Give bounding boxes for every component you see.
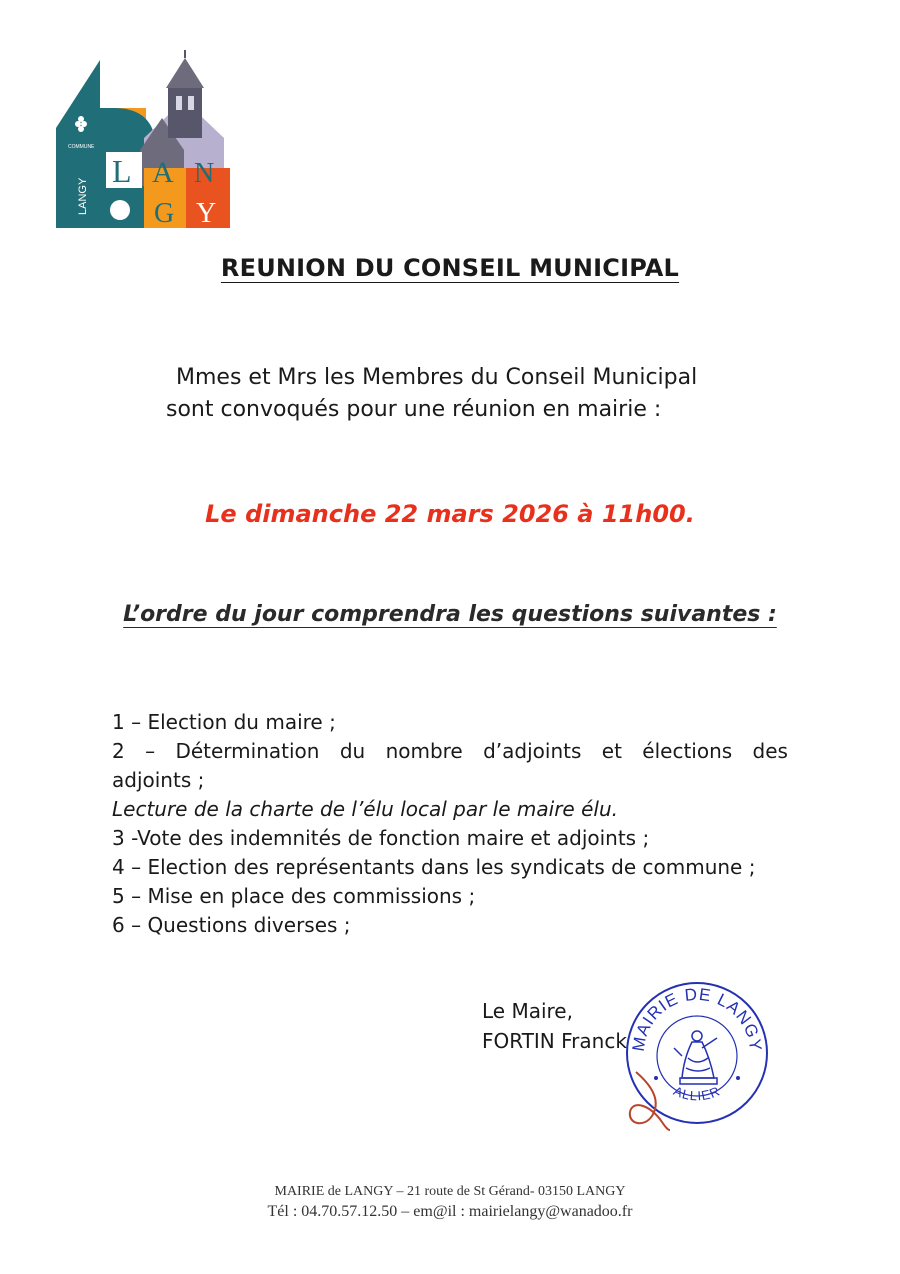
agenda-item-2-word: nombre xyxy=(385,739,463,763)
signature-block xyxy=(482,996,627,1056)
agenda-item-2-word: élections xyxy=(642,739,733,763)
agenda-item-2-continued: adjoints ; xyxy=(112,768,205,792)
signature-flourish xyxy=(622,1070,674,1132)
agenda-item-2-word: Détermination xyxy=(175,739,320,763)
langy-logo xyxy=(56,50,232,230)
footer-contact: Tél : 04.70.57.12.50 – em@il : mairielangy@wanadoo.fr xyxy=(267,1203,633,1220)
agenda-item-2-word: du xyxy=(339,739,366,763)
footer xyxy=(0,1182,900,1222)
agenda-list xyxy=(112,708,788,940)
agenda-item-1: 1 – Election du maire ; xyxy=(112,710,336,734)
stamp-figure-icon xyxy=(674,1031,717,1084)
agenda-note: Lecture de la charte de l’élu local par le maire élu. xyxy=(112,797,618,821)
logo-letter-l: L xyxy=(112,153,132,189)
agenda-item-2 xyxy=(112,737,788,766)
meeting-date: Le dimanche 22 mars 2026 à 11h00. xyxy=(205,500,695,528)
stamp-top-text: MAIRIE DE LANGY xyxy=(628,984,766,1053)
agenda-item-4: 4 – Election des représentants dans les syndicats de commune ; xyxy=(112,855,756,879)
page-title: REUNION DU CONSEIL MUNICIPAL xyxy=(220,254,680,282)
agenda-item-2-word: des xyxy=(752,739,788,763)
stamp-bottom-text: ALLIER xyxy=(671,1083,723,1104)
agenda-item-2-word: – xyxy=(145,739,156,763)
agenda-item-2-word: et xyxy=(601,739,622,763)
agenda-title: L’ordre du jour comprendra les questions suivantes : xyxy=(123,602,777,627)
logo-letter-n: N xyxy=(194,158,215,189)
footer-address: MAIRIE de LANGY – 21 route de St Gérand- 03150 LANGY xyxy=(274,1184,626,1199)
intro-text xyxy=(166,362,697,426)
logo-letter-g: G xyxy=(154,198,175,229)
agenda-item-2-word: d’adjoints xyxy=(483,739,582,763)
intro-line-2: sont convoqués pour une réunion en mairie : xyxy=(166,397,662,422)
agenda-item-2-word: 2 xyxy=(112,739,125,763)
logo-letter-a: A xyxy=(152,156,174,189)
logo-side-text: LANGY xyxy=(77,177,89,215)
agenda-item-3: 3 -Vote des indemnités de fonction maire et adjoints ; xyxy=(112,826,650,850)
logo-small-text: COMMUNE xyxy=(68,144,95,150)
agenda-item-6: 6 – Questions diverses ; xyxy=(112,913,351,937)
signature-name: FORTIN Franck xyxy=(482,1029,627,1053)
signature-role: Le Maire, xyxy=(482,999,573,1023)
logo-letter-y: Y xyxy=(196,198,217,229)
intro-line-1: Mmes et Mrs les Membres du Conseil Municipal xyxy=(176,365,698,390)
agenda-item-5: 5 – Mise en place des commissions ; xyxy=(112,884,476,908)
